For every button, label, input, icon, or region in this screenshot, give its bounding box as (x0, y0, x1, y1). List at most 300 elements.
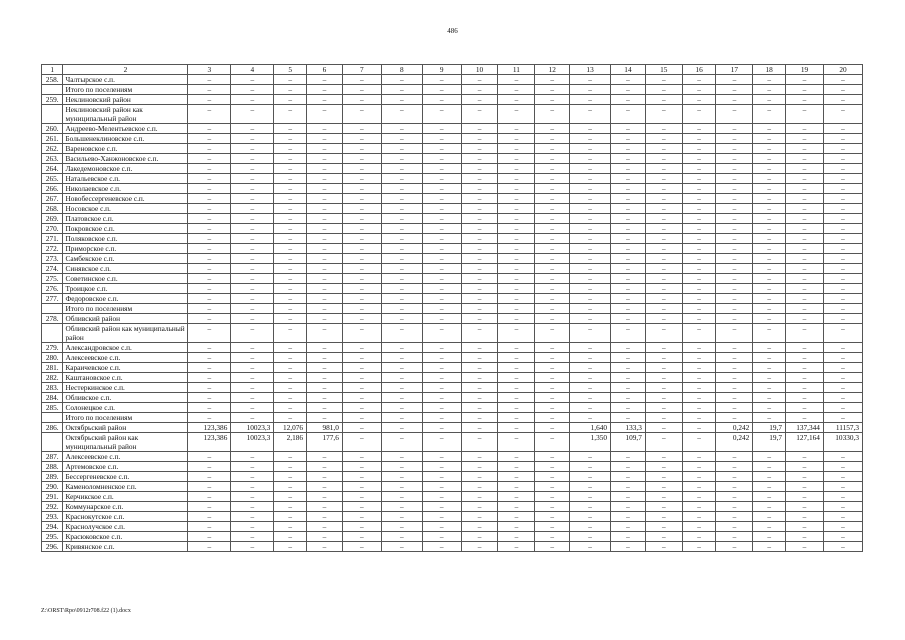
value-cell: – (535, 194, 570, 204)
value-cell: – (823, 85, 862, 95)
municipality-name: Красюковское с.п. (63, 532, 188, 542)
value-cell: – (716, 413, 753, 423)
municipality-name: Андреево-Мелентьевское с.п. (63, 124, 188, 134)
row-number: 289. (42, 472, 63, 482)
value-cell: – (682, 164, 716, 174)
value-cell: – (274, 254, 307, 264)
row-number: 286. (42, 423, 63, 433)
value-cell: – (498, 95, 535, 105)
value-cell: – (716, 343, 753, 353)
value-cell: – (307, 304, 343, 314)
value-cell: – (381, 482, 422, 492)
value-cell: – (716, 294, 753, 304)
value-cell: – (753, 502, 786, 512)
column-number-cell: 18 (753, 65, 786, 75)
value-cell: – (274, 85, 307, 95)
value-cell: – (307, 373, 343, 383)
value-cell: – (381, 184, 422, 194)
value-cell: – (188, 75, 231, 85)
value-cell: – (461, 373, 498, 383)
value-cell: – (716, 224, 753, 234)
value-cell: – (645, 294, 682, 304)
row-number (42, 413, 63, 423)
value-cell: – (188, 294, 231, 304)
value-cell: – (381, 204, 422, 214)
value-cell: – (753, 314, 786, 324)
value-cell: – (461, 164, 498, 174)
value-cell: – (461, 502, 498, 512)
value-cell: – (381, 174, 422, 184)
value-cell: – (231, 502, 274, 512)
value-cell: – (753, 244, 786, 254)
value-cell: – (274, 214, 307, 224)
value-cell: – (753, 75, 786, 85)
table-row (42, 403, 863, 413)
row-number: 291. (42, 492, 63, 502)
value-cell: – (682, 294, 716, 304)
table-row (42, 154, 863, 164)
value-cell: – (753, 264, 786, 274)
municipality-name: Вареновское с.п. (63, 144, 188, 154)
column-number-cell: 15 (645, 65, 682, 75)
value-cell: – (611, 522, 646, 532)
value-cell: – (823, 234, 862, 244)
value-cell: – (645, 174, 682, 184)
value-cell: – (716, 124, 753, 134)
value-cell: – (570, 343, 611, 353)
data-table (41, 64, 863, 552)
value-cell: – (381, 403, 422, 413)
value-cell: – (381, 154, 422, 164)
value-cell: – (570, 542, 611, 552)
value-cell: – (231, 264, 274, 274)
value-cell: – (342, 95, 381, 105)
value-cell: – (753, 343, 786, 353)
table-row (42, 462, 863, 472)
value-cell: – (188, 224, 231, 234)
value-cell: – (535, 413, 570, 423)
value-cell: – (535, 85, 570, 95)
value-cell: – (231, 234, 274, 244)
value-cell: – (682, 393, 716, 403)
value-cell: – (570, 413, 611, 423)
value-cell: – (381, 224, 422, 234)
value-cell: – (498, 353, 535, 363)
value-cell: – (716, 144, 753, 154)
value-cell: – (753, 124, 786, 134)
value-cell: – (307, 124, 343, 134)
value-cell: – (786, 75, 824, 85)
value-cell: – (611, 144, 646, 154)
value-cell: – (645, 124, 682, 134)
value-cell: – (753, 174, 786, 184)
municipality-name: Лакедемоновское с.п. (63, 164, 188, 174)
value-cell: – (753, 95, 786, 105)
row-number (42, 85, 63, 95)
value-cell: – (274, 204, 307, 214)
value-cell: – (716, 353, 753, 363)
value-cell: – (381, 413, 422, 423)
value-cell: – (342, 492, 381, 502)
value-cell: – (570, 462, 611, 472)
value-cell: – (188, 105, 231, 124)
value-cell: – (823, 254, 862, 264)
value-cell: – (381, 105, 422, 124)
value-cell: – (188, 502, 231, 512)
table-row (42, 512, 863, 522)
value-cell: – (231, 512, 274, 522)
value-cell: – (570, 75, 611, 85)
value-cell: – (645, 105, 682, 124)
value-cell: – (342, 472, 381, 482)
value-cell: – (188, 154, 231, 164)
value-cell: – (188, 472, 231, 482)
value-cell: – (498, 254, 535, 264)
value-cell: – (307, 194, 343, 204)
value-cell: – (498, 144, 535, 154)
value-cell: – (188, 194, 231, 204)
value-cell: – (611, 244, 646, 254)
value-cell: – (535, 124, 570, 134)
municipality-name: Октябрьский район (63, 423, 188, 433)
value-cell: – (753, 383, 786, 393)
column-number-cell: 7 (342, 65, 381, 75)
value-cell: – (422, 423, 461, 433)
table-row (42, 373, 863, 383)
row-number: 281. (42, 363, 63, 373)
value-cell: – (716, 214, 753, 224)
row-number: 268. (42, 204, 63, 214)
municipality-name: Федоровское с.п. (63, 294, 188, 304)
value-cell: 0,242 (716, 423, 753, 433)
value-cell: – (823, 284, 862, 294)
municipality-name: Чалтырское с.п. (63, 75, 188, 85)
value-cell: – (381, 433, 422, 452)
value-cell: – (682, 363, 716, 373)
value-cell: – (645, 214, 682, 224)
value-cell: – (461, 452, 498, 462)
table-row (42, 244, 863, 254)
value-cell: – (786, 542, 824, 552)
table-row (42, 492, 863, 502)
value-cell: – (498, 284, 535, 294)
value-cell: – (188, 482, 231, 492)
value-cell: – (611, 373, 646, 383)
value-cell: – (342, 204, 381, 214)
value-cell: – (461, 433, 498, 452)
value-cell: – (786, 85, 824, 95)
value-cell: – (682, 264, 716, 274)
value-cell: – (535, 144, 570, 154)
value-cell: – (498, 105, 535, 124)
value-cell: – (682, 462, 716, 472)
value-cell: – (716, 254, 753, 264)
value-cell: – (716, 85, 753, 95)
value-cell: – (570, 452, 611, 462)
value-cell: – (274, 124, 307, 134)
value-cell: – (786, 244, 824, 254)
value-cell: – (682, 353, 716, 363)
value-cell: – (231, 343, 274, 353)
value-cell: – (535, 532, 570, 542)
value-cell: – (645, 134, 682, 144)
municipality-name: Александровское с.п. (63, 343, 188, 353)
value-cell: – (498, 433, 535, 452)
value-cell: – (307, 144, 343, 154)
value-cell: – (461, 403, 498, 413)
value-cell: – (753, 304, 786, 314)
row-number: 265. (42, 174, 63, 184)
value-cell: – (307, 452, 343, 462)
value-cell: – (786, 492, 824, 502)
value-cell: – (570, 154, 611, 164)
value-cell: – (307, 314, 343, 324)
value-cell: – (716, 492, 753, 502)
value-cell: – (570, 512, 611, 522)
value-cell: – (823, 522, 862, 532)
table-row (42, 75, 863, 85)
value-cell: – (274, 174, 307, 184)
value-cell: – (461, 234, 498, 244)
value-cell: – (231, 353, 274, 363)
value-cell: – (535, 75, 570, 85)
value-cell: – (461, 105, 498, 124)
value-cell: 981,0 (307, 423, 343, 433)
value-cell: – (188, 324, 231, 343)
value-cell: 19,7 (753, 433, 786, 452)
row-number: 266. (42, 184, 63, 194)
value-cell: – (461, 324, 498, 343)
row-number: 292. (42, 502, 63, 512)
table-row (42, 134, 863, 144)
value-cell: – (823, 512, 862, 522)
value-cell: – (823, 462, 862, 472)
table-header-row (42, 65, 863, 75)
value-cell: – (823, 294, 862, 304)
value-cell: 10330,3 (823, 433, 862, 452)
value-cell: – (645, 472, 682, 482)
value-cell: – (231, 164, 274, 174)
table-row (42, 274, 863, 284)
row-number: 261. (42, 134, 63, 144)
value-cell: – (422, 532, 461, 542)
value-cell: – (645, 324, 682, 343)
value-cell: – (753, 462, 786, 472)
value-cell: – (188, 95, 231, 105)
table-row (42, 264, 863, 274)
value-cell: – (381, 214, 422, 224)
value-cell: – (611, 304, 646, 314)
value-cell: – (381, 363, 422, 373)
value-cell: 1,640 (570, 423, 611, 433)
value-cell: 10023,3 (231, 423, 274, 433)
value-cell: – (753, 532, 786, 542)
value-cell: – (611, 413, 646, 423)
value-cell: – (570, 353, 611, 363)
value-cell: – (461, 532, 498, 542)
value-cell: – (535, 254, 570, 264)
value-cell: – (753, 194, 786, 204)
value-cell: – (535, 502, 570, 512)
value-cell: – (645, 403, 682, 413)
value-cell: – (535, 383, 570, 393)
value-cell: – (682, 224, 716, 234)
value-cell: – (188, 393, 231, 403)
value-cell: – (753, 324, 786, 343)
row-number: 271. (42, 234, 63, 244)
value-cell: – (461, 154, 498, 164)
value-cell: – (823, 413, 862, 423)
value-cell: – (535, 324, 570, 343)
value-cell: – (231, 462, 274, 472)
value-cell: – (786, 353, 824, 363)
value-cell: – (498, 194, 535, 204)
table-row (42, 433, 863, 452)
value-cell: – (381, 522, 422, 532)
value-cell: – (342, 134, 381, 144)
value-cell: – (307, 95, 343, 105)
municipality-name: Троицкое с.п. (63, 284, 188, 294)
value-cell: – (307, 105, 343, 124)
value-cell: – (274, 244, 307, 254)
value-cell: – (786, 254, 824, 264)
value-cell: – (498, 294, 535, 304)
municipality-name: Артемовское с.п. (63, 462, 188, 472)
row-number: 263. (42, 154, 63, 164)
value-cell: – (342, 403, 381, 413)
value-cell: – (645, 542, 682, 552)
value-cell: – (188, 492, 231, 502)
table-row (42, 353, 863, 363)
value-cell: – (753, 85, 786, 95)
value-cell: – (498, 164, 535, 174)
value-cell: – (188, 174, 231, 184)
value-cell: – (342, 393, 381, 403)
value-cell: – (422, 512, 461, 522)
value-cell: – (422, 95, 461, 105)
value-cell: – (645, 462, 682, 472)
value-cell: – (645, 95, 682, 105)
value-cell: – (498, 244, 535, 254)
value-cell: – (716, 452, 753, 462)
value-cell: – (422, 452, 461, 462)
value-cell: – (307, 214, 343, 224)
value-cell: – (498, 373, 535, 383)
value-cell: – (535, 542, 570, 552)
value-cell: – (611, 542, 646, 552)
value-cell: – (611, 224, 646, 234)
value-cell: – (682, 482, 716, 492)
value-cell: – (274, 234, 307, 244)
municipality-name: Итого по поселениям (63, 304, 188, 314)
value-cell: – (274, 284, 307, 294)
value-cell: – (422, 244, 461, 254)
value-cell: – (188, 164, 231, 174)
value-cell: – (570, 85, 611, 95)
value-cell: – (535, 184, 570, 194)
value-cell: – (716, 164, 753, 174)
column-number-cell: 10 (461, 65, 498, 75)
value-cell: – (381, 134, 422, 144)
value-cell: – (753, 274, 786, 284)
value-cell: – (570, 164, 611, 174)
value-cell: – (422, 224, 461, 234)
value-cell: – (422, 294, 461, 304)
value-cell: – (823, 532, 862, 542)
value-cell: – (786, 343, 824, 353)
value-cell: – (381, 512, 422, 522)
value-cell: – (188, 234, 231, 244)
value-cell: – (461, 393, 498, 403)
value-cell: – (274, 403, 307, 413)
municipality-name: Бессергеневское с.п. (63, 472, 188, 482)
value-cell: – (786, 363, 824, 373)
value-cell: – (231, 194, 274, 204)
value-cell: – (498, 472, 535, 482)
table-row (42, 363, 863, 373)
value-cell: – (498, 522, 535, 532)
value-cell: – (786, 105, 824, 124)
value-cell: – (753, 214, 786, 224)
value-cell: – (231, 174, 274, 184)
table-row (42, 314, 863, 324)
value-cell: – (461, 363, 498, 373)
value-cell: – (786, 314, 824, 324)
value-cell: – (461, 482, 498, 492)
value-cell: – (611, 452, 646, 462)
value-cell: – (611, 482, 646, 492)
column-number-cell: 13 (570, 65, 611, 75)
value-cell: – (823, 214, 862, 224)
value-cell: – (188, 413, 231, 423)
value-cell: – (570, 304, 611, 314)
value-cell: – (823, 383, 862, 393)
value-cell: – (786, 482, 824, 492)
value-cell: – (570, 144, 611, 154)
value-cell: – (342, 124, 381, 134)
value-cell: – (274, 105, 307, 124)
value-cell: – (342, 423, 381, 433)
value-cell: – (786, 393, 824, 403)
value-cell: – (611, 383, 646, 393)
value-cell: – (498, 224, 535, 234)
value-cell: – (753, 224, 786, 234)
table-row (42, 174, 863, 184)
value-cell: – (342, 194, 381, 204)
value-cell: – (498, 264, 535, 274)
value-cell: – (188, 304, 231, 314)
value-cell: – (231, 363, 274, 373)
value-cell: – (611, 184, 646, 194)
value-cell: – (611, 254, 646, 264)
value-cell: – (342, 452, 381, 462)
value-cell: – (461, 95, 498, 105)
table-row (42, 85, 863, 95)
value-cell: 123,386 (188, 423, 231, 433)
value-cell: – (422, 214, 461, 224)
value-cell: – (753, 393, 786, 403)
value-cell: – (274, 144, 307, 154)
value-cell: – (461, 472, 498, 482)
municipality-name: Керчикское с.п. (63, 492, 188, 502)
value-cell: – (645, 393, 682, 403)
value-cell: – (823, 244, 862, 254)
value-cell: – (231, 452, 274, 462)
value-cell: – (274, 264, 307, 274)
row-number: 258. (42, 75, 63, 85)
value-cell: – (307, 85, 343, 95)
row-number: 260. (42, 124, 63, 134)
